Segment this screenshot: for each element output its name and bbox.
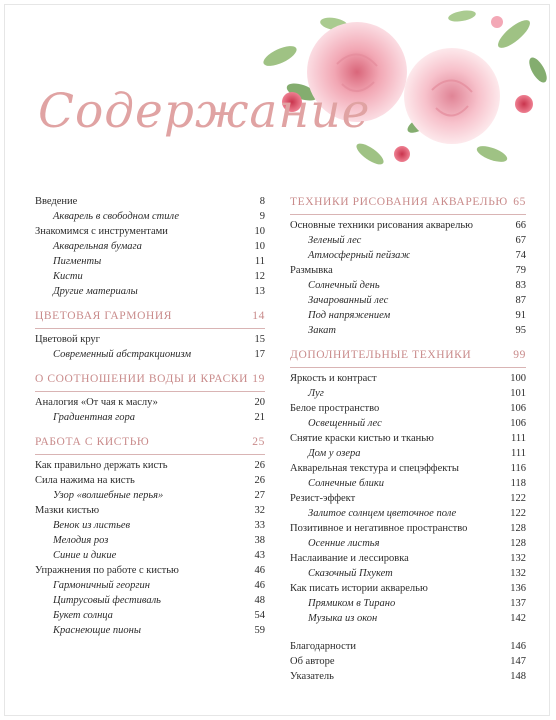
toc-page-number: 111 xyxy=(511,433,526,444)
toc-entry-title: Резист-эффект xyxy=(290,493,356,504)
toc-page-number: 20 xyxy=(254,397,265,408)
toc-page-number: 122 xyxy=(510,493,526,504)
toc-page-number: 132 xyxy=(510,553,526,564)
section-heading-page: 65 xyxy=(513,196,526,208)
toc-entry[interactable] xyxy=(290,551,526,566)
toc-entry-title: Осенние листья xyxy=(308,538,380,549)
toc-page-number: 106 xyxy=(510,403,526,414)
toc-page-number: 48 xyxy=(254,595,265,606)
toc-entry[interactable] xyxy=(290,401,526,416)
toc-entry-title: Упражнения по работе с кистью xyxy=(35,565,179,576)
toc-entry[interactable] xyxy=(290,491,526,506)
toc-entry-title: Под напряжением xyxy=(308,310,391,321)
section-heading-title: О СООТНОШЕНИИ ВОДЫ И КРАСКИ xyxy=(35,373,249,385)
toc-entry-title: Солнечный день xyxy=(308,280,380,291)
toc-entry-title: Указатель xyxy=(290,671,334,682)
toc-subentry[interactable] xyxy=(290,293,526,308)
toc-entry-title: Яркость и контраст xyxy=(290,373,377,384)
toc-subentry[interactable] xyxy=(35,623,265,638)
toc-page-number: 54 xyxy=(254,610,265,621)
toc-subentry[interactable] xyxy=(290,566,526,581)
toc-page-number: 26 xyxy=(254,460,265,471)
toc-entry-title: Цитрусовый фестиваль xyxy=(53,595,161,606)
section-heading-page: 25 xyxy=(252,436,265,448)
toc-page-number: 128 xyxy=(510,538,526,549)
toc-entry-title: Кисти xyxy=(53,271,83,282)
toc-page-number: 33 xyxy=(254,520,265,531)
toc-entry-title: Закат xyxy=(308,325,336,336)
toc-subentry[interactable] xyxy=(35,410,265,425)
toc-entry-title: Краснеющие пионы xyxy=(53,625,141,636)
toc-subentry[interactable] xyxy=(35,269,265,284)
toc-page-number: 132 xyxy=(510,568,526,579)
toc-entry-title: Букет солнца xyxy=(53,610,113,621)
toc-subentry[interactable] xyxy=(290,278,526,293)
toc-subentry[interactable] xyxy=(290,476,526,491)
toc-right-column xyxy=(290,194,526,684)
toc-page-number: 10 xyxy=(254,241,265,252)
toc-entry-title: Синие и дикие xyxy=(53,550,117,561)
toc-entry-title: Мазки кистью xyxy=(35,505,100,516)
toc-entry-title: Снятие краски кистью и тканью xyxy=(290,433,434,444)
toc-subentry[interactable] xyxy=(290,416,526,431)
toc-section-heading[interactable] xyxy=(35,308,265,329)
toc-page-number: 128 xyxy=(510,523,526,534)
toc-entry[interactable] xyxy=(290,654,526,669)
toc-page-number: 79 xyxy=(515,265,526,276)
toc-entry-title: Акварельная текстура и спецэффекты xyxy=(290,463,459,474)
toc-page-number: 46 xyxy=(254,580,265,591)
toc-entry-title: Зеленый лес xyxy=(308,235,362,246)
toc-entry-title: Аналогия «От чая к маслу» xyxy=(35,397,158,408)
toc-entry-title: Благодарности xyxy=(290,641,357,652)
section-heading-page: 19 xyxy=(252,373,265,385)
toc-page-number: 8 xyxy=(259,196,265,207)
toc-entry-title: Освещенный лес xyxy=(308,418,382,429)
toc-entry-title: Пигменты xyxy=(53,256,102,267)
toc-left-sections xyxy=(35,308,265,638)
toc-entry[interactable] xyxy=(290,639,526,654)
page-title: Содержание xyxy=(38,84,371,139)
toc-subentry[interactable] xyxy=(35,239,265,254)
toc-entry[interactable] xyxy=(35,332,265,347)
toc-entry-title: Позитивное и негативное пространство xyxy=(290,523,468,534)
toc-page-number: 116 xyxy=(510,463,526,474)
toc-entry[interactable] xyxy=(290,263,526,278)
toc-entry-title: Белое пространство xyxy=(290,403,380,414)
toc-entry-title: Залитое солнцем цветочное поле xyxy=(308,508,457,519)
toc-entry-title: Современный абстракционизм xyxy=(53,349,192,360)
toc-page-number: 21 xyxy=(254,412,265,423)
toc-subentry[interactable] xyxy=(290,446,526,461)
toc-entry[interactable] xyxy=(290,581,526,596)
toc-page-number: 27 xyxy=(254,490,265,501)
toc-page-number: 87 xyxy=(515,295,526,306)
toc-entry-title: Гармоничный георгин xyxy=(53,580,150,591)
toc-entry-title: Сказочный Пхукет xyxy=(308,568,393,579)
toc-page-number: 136 xyxy=(510,583,526,594)
toc-entry[interactable] xyxy=(35,458,265,473)
toc-intro-group xyxy=(35,194,265,299)
toc-entry-title: Солнечные блики xyxy=(308,478,384,489)
toc-entry-title: Акварельная бумага xyxy=(53,241,142,252)
section-heading-page: 99 xyxy=(513,349,526,361)
toc-page-number: 118 xyxy=(510,478,526,489)
toc-section-heading[interactable] xyxy=(290,194,526,215)
toc-entry-title: Другие материалы xyxy=(53,286,138,297)
toc-page-number: 17 xyxy=(254,349,265,360)
toc-subentry[interactable] xyxy=(35,254,265,269)
toc-entry-title: Как писать истории акварелью xyxy=(290,583,428,594)
toc-page-number: 15 xyxy=(254,334,265,345)
toc-page-number: 146 xyxy=(510,641,526,652)
toc-entry[interactable] xyxy=(35,503,265,518)
toc-page-number: 100 xyxy=(510,373,526,384)
toc-page-number: 91 xyxy=(515,310,526,321)
toc-entry[interactable] xyxy=(35,473,265,488)
toc-subentry[interactable] xyxy=(35,548,265,563)
toc-page-number: 83 xyxy=(515,280,526,291)
toc-page-number: 111 xyxy=(511,448,526,459)
toc-page-number: 13 xyxy=(254,286,265,297)
toc-page-number: 43 xyxy=(254,550,265,561)
toc-page-number: 122 xyxy=(510,508,526,519)
toc-page-number: 101 xyxy=(510,388,526,399)
toc-entry-title: Атмосферный пейзаж xyxy=(308,250,411,261)
toc-subentry[interactable] xyxy=(35,593,265,608)
toc-entry-title: Прямиком в Тирано xyxy=(308,598,396,609)
section-heading-page: 14 xyxy=(252,310,265,322)
toc-subentry[interactable] xyxy=(290,323,526,338)
toc-page-number: 12 xyxy=(254,271,265,282)
toc-section-heading[interactable] xyxy=(35,371,265,392)
toc-entry-title: Как правильно держать кисть xyxy=(35,460,168,471)
toc-entry-title: Введение xyxy=(35,196,78,207)
toc-subentry[interactable] xyxy=(35,488,265,503)
toc-entry-title: Венок из листьев xyxy=(53,520,131,531)
toc-subentry[interactable] xyxy=(290,506,526,521)
toc-subentry[interactable] xyxy=(35,347,265,362)
toc-page-number: 26 xyxy=(254,475,265,486)
toc-entry-title: Размывка xyxy=(290,265,333,276)
toc-subentry[interactable] xyxy=(290,233,526,248)
toc-entry-title: Градиентная гора xyxy=(53,412,136,423)
toc-entry[interactable] xyxy=(290,371,526,386)
toc-entry[interactable] xyxy=(290,431,526,446)
toc-entry[interactable] xyxy=(290,521,526,536)
toc-subentry[interactable] xyxy=(35,533,265,548)
section-heading-title: ДОПОЛНИТЕЛЬНЫЕ ТЕХНИКИ xyxy=(290,349,472,361)
toc-subentry[interactable] xyxy=(290,596,526,611)
toc-subentry[interactable] xyxy=(35,578,265,593)
toc-page-number: 142 xyxy=(510,613,526,624)
toc-subentry[interactable] xyxy=(290,611,526,626)
toc-entry[interactable] xyxy=(35,194,265,209)
toc-back-matter xyxy=(290,639,526,684)
toc-page-number: 67 xyxy=(515,235,526,246)
toc-page-number: 106 xyxy=(510,418,526,429)
toc-entry-title: Основные техники рисования акварелью xyxy=(290,220,473,231)
toc-page-number: 66 xyxy=(515,220,526,231)
toc-page-number: 32 xyxy=(254,505,265,516)
section-heading-title: ТЕХНИКИ РИСОВАНИЯ АКВАРЕЛЬЮ xyxy=(290,196,508,208)
toc-left-column xyxy=(35,194,265,638)
spacer xyxy=(290,626,526,639)
toc-page-number: 11 xyxy=(254,256,265,267)
toc-entry-title: Об авторе xyxy=(290,656,335,667)
toc-subentry[interactable] xyxy=(290,248,526,263)
toc-entry-title: Дом у озера xyxy=(308,448,361,459)
toc-entry[interactable] xyxy=(35,563,265,578)
toc-page-number: 95 xyxy=(515,325,526,336)
toc-entry-title: Знакомимся с инструментами xyxy=(35,226,168,237)
toc-entry[interactable] xyxy=(290,669,526,684)
toc-subentry[interactable] xyxy=(290,536,526,551)
toc-entry-title: Наслаивание и лессировка xyxy=(290,553,409,564)
toc-page-number: 9 xyxy=(259,211,265,222)
toc-entry-title: Мелодия роз xyxy=(53,535,109,546)
section-heading-title: ЦВЕТОВАЯ ГАРМОНИЯ xyxy=(35,310,173,322)
section-heading-title: РАБОТА С КИСТЬЮ xyxy=(35,436,150,448)
toc-entry-title: Сила нажима на кисть xyxy=(35,475,135,486)
toc-page-number: 38 xyxy=(254,535,265,546)
toc-entry[interactable] xyxy=(35,395,265,410)
toc-page-number: 46 xyxy=(254,565,265,576)
toc-page-number: 74 xyxy=(515,250,526,261)
toc-subentry[interactable] xyxy=(290,386,526,401)
toc-entry-title: Музыка из окон xyxy=(308,613,378,624)
toc-section-heading[interactable] xyxy=(290,347,526,368)
toc-entry-title: Узор «волшебные перья» xyxy=(53,490,164,501)
toc-subentry[interactable] xyxy=(35,608,265,623)
toc-entry-title: Зачарованный лес xyxy=(308,295,389,306)
toc-page-number: 10 xyxy=(254,226,265,237)
toc-page-number: 148 xyxy=(510,671,526,682)
toc-page-number: 147 xyxy=(510,656,526,667)
toc-entry[interactable] xyxy=(35,224,265,239)
toc-subentry[interactable] xyxy=(35,284,265,299)
toc-entry-title: Акварель в свободном стиле xyxy=(53,211,180,222)
toc-entry-title: Луг xyxy=(308,388,324,399)
toc-entry-title: Цветовой круг xyxy=(35,334,100,345)
toc-subentry[interactable] xyxy=(35,209,265,224)
toc-page-number: 137 xyxy=(510,598,526,609)
toc-section-heading[interactable] xyxy=(35,434,265,455)
toc-page-number: 59 xyxy=(254,625,265,636)
toc-subentry[interactable] xyxy=(35,518,265,533)
toc-entry[interactable] xyxy=(290,218,526,233)
toc-right-sections xyxy=(290,194,526,626)
toc-subentry[interactable] xyxy=(290,308,526,323)
toc-entry[interactable] xyxy=(290,461,526,476)
